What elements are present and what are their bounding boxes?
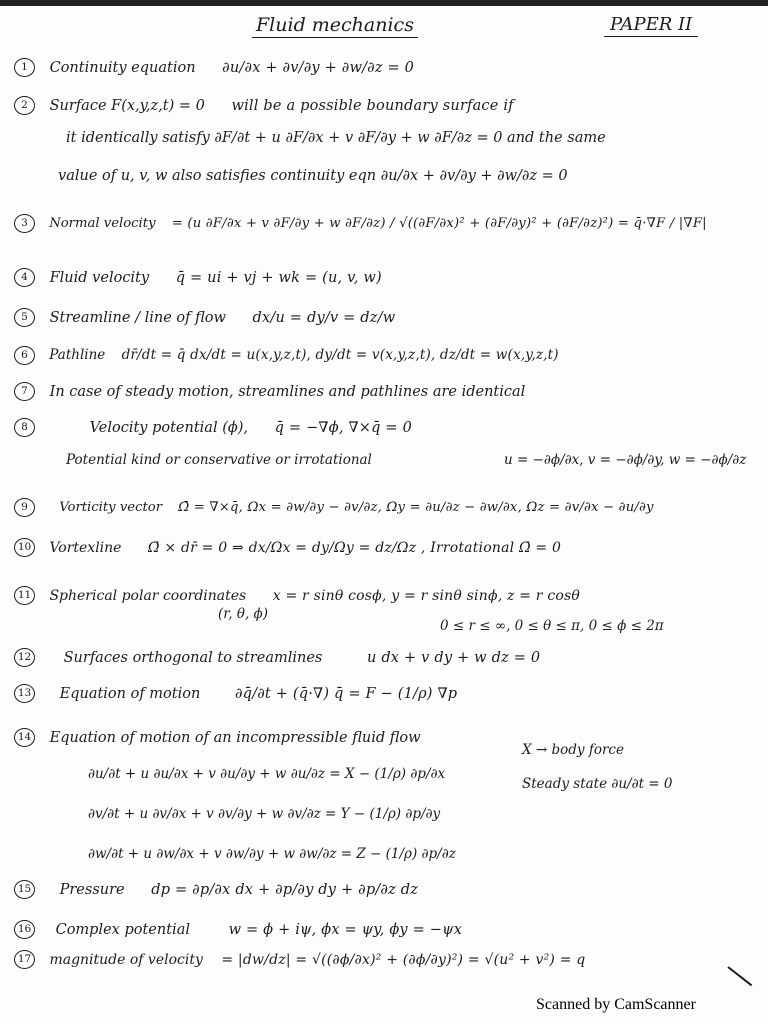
item-equation: dp = ∂p/∂x dx + ∂p/∂y dy + ∂p/∂z dz	[151, 881, 419, 898]
item-14-equation-y: ∂v/∂t + u ∂v/∂x + v ∂v/∂y + w ∂v/∂z = Y − (1/ρ) ∂p/∂y	[88, 806, 441, 822]
item-equation: dx/u = dy/v = dz/w	[252, 309, 396, 326]
item-7	[14, 382, 547, 401]
item-number: 10	[14, 538, 35, 557]
item-2	[14, 96, 514, 115]
item-12	[14, 648, 540, 667]
item-number: 3	[14, 214, 35, 233]
item-number: 8	[14, 418, 35, 437]
item-label: magnitude of velocity	[49, 951, 203, 968]
scan-edge	[0, 0, 768, 6]
item-equation: = |dw/dz| = √((∂ϕ/∂x)² + (∂ϕ/∂y)²) = √(u² + v²) = q	[221, 951, 586, 968]
item-2-line-2: it identically satisfy ∂F/∂t + u ∂F/∂x + v ∂F/∂y + w ∂F/∂z = 0 and the same	[66, 130, 606, 146]
item-equation: u dx + v dy + w dz = 0	[366, 649, 541, 666]
item-11	[14, 586, 580, 605]
item-label: Continuity equation	[49, 59, 196, 76]
page-title: Fluid mechanics	[252, 14, 418, 38]
item-equation: x = r sinθ cosϕ, y = r sinθ sinϕ, z = r cosθ	[272, 587, 581, 604]
item-14-equation-z: ∂w/∂t + u ∂w/∂x + v ∂w/∂y + w ∂w/∂z = Z − (1/ρ) ∂p/∂z	[88, 846, 456, 862]
item-equation: dr̄/dt = q̄ dx/dt = u(x,y,z,t), dy/dt = v(x,y,z,t), dz/dt = w(x,y,z,t)	[121, 347, 559, 363]
item-equation: q̄ = ui + vj + wk = (u, v, w)	[175, 269, 382, 286]
item-14-note-body-force: X → body force	[522, 742, 624, 758]
item-label: Surface F(x,y,z,t) = 0	[49, 97, 205, 114]
item-number: 4	[14, 268, 35, 287]
item-4	[14, 268, 382, 287]
item-13	[14, 684, 457, 703]
item-2-line-3: value of u, v, w also satisfies continuity eqn ∂u/∂x + ∂v/∂y + ∂w/∂z = 0	[58, 168, 568, 184]
item-8	[14, 418, 412, 437]
item-label: Vortexline	[49, 539, 122, 556]
item-number: 12	[14, 648, 35, 667]
item-5	[14, 308, 395, 327]
paper-label: PAPER II	[604, 14, 698, 37]
item-label: Surfaces orthogonal to streamlines	[63, 649, 323, 666]
item-equation: w = ϕ + iψ, ϕx = ψy, ϕy = −ψx	[228, 921, 463, 938]
item-number: 2	[14, 96, 35, 115]
item-3	[14, 214, 707, 233]
item-number: 5	[14, 308, 35, 327]
item-label: Velocity potential (ϕ),	[89, 419, 249, 436]
item-14	[14, 728, 443, 747]
item-label: Equation of motion of an incompressible fluid flow	[49, 729, 421, 746]
item-equation: ∂u/∂x + ∂v/∂y + ∂w/∂z = 0	[222, 59, 415, 76]
item-label: Fluid velocity	[49, 269, 150, 286]
item-number: 13	[14, 684, 35, 703]
item-number: 15	[14, 880, 35, 899]
item-1	[14, 58, 414, 77]
item-15	[14, 880, 418, 899]
item-11-range: 0 ≤ r ≤ ∞, 0 ≤ θ ≤ π, 0 ≤ ϕ ≤ 2π	[440, 618, 664, 634]
item-number: 7	[14, 382, 35, 401]
scanner-watermark: Scanned by CamScanner	[536, 996, 696, 1013]
item-10	[14, 538, 561, 557]
item-6	[14, 346, 559, 365]
item-label: In case of steady motion, streamlines and pathlines are identical	[49, 383, 526, 400]
item-equation: = (u ∂F/∂x + v ∂F/∂y + w ∂F/∂z) / √((∂F/∂x)² + (∂F/∂y)² + (∂F/∂z)²) = q̄·∇F / |∇F|	[171, 216, 707, 231]
item-label: Pathline	[49, 347, 106, 363]
item-label: Normal velocity	[49, 216, 156, 231]
item-17	[14, 950, 585, 969]
item-equation: Ω̄ × dr̄ = 0 ⇒ dx/Ωx = dy/Ωy = dz/Ωz , Irrotational Ω̄ = 0	[147, 539, 562, 556]
item-9	[14, 498, 654, 517]
item-label: Streamline / line of flow	[49, 309, 226, 326]
item-14-equation-x: ∂u/∂t + u ∂u/∂x + v ∂u/∂y + w ∂u/∂z = X − (1/ρ) ∂p/∂x	[88, 766, 446, 782]
item-number: 17	[14, 950, 35, 969]
item-number: 11	[14, 586, 35, 605]
item-number: 16	[14, 920, 35, 939]
item-8-line-2: Potential kind or conservative or irrotational	[66, 452, 372, 468]
item-11-coordinates: (r, θ, ϕ)	[218, 606, 268, 622]
item-label: Equation of motion	[59, 685, 201, 702]
item-14-note-steady-state: Steady state ∂u/∂t = 0	[522, 776, 673, 792]
item-8-line-2-equation: u = −∂ϕ/∂x, v = −∂ϕ/∂y, w = −∂ϕ/∂z	[504, 452, 747, 468]
item-label: Vorticity vector	[59, 500, 163, 515]
item-label: Complex potential	[55, 921, 190, 938]
item-16	[14, 920, 462, 939]
pen-stroke-mark	[727, 966, 752, 986]
item-label: Spherical polar coordinates	[49, 587, 247, 604]
item-number: 6	[14, 346, 35, 365]
item-equation: q̄ = −∇ϕ, ∇×q̄ = 0	[274, 419, 412, 436]
item-number: 9	[14, 498, 35, 517]
item-number: 1	[14, 58, 35, 77]
item-number: 14	[14, 728, 35, 747]
item-label: Pressure	[59, 881, 125, 898]
item-equation: Ω̄ = ∇×q̄, Ωx = ∂w/∂y − ∂v/∂z, Ωy = ∂u/∂z − ∂w/∂x, Ωz = ∂v/∂x − ∂u/∂y	[178, 500, 654, 515]
item-equation: ∂q̄/∂t + (q̄·∇) q̄ = F − (1/ρ) ∇p	[234, 685, 458, 702]
item-equation: will be a possible boundary surface if	[231, 97, 514, 114]
